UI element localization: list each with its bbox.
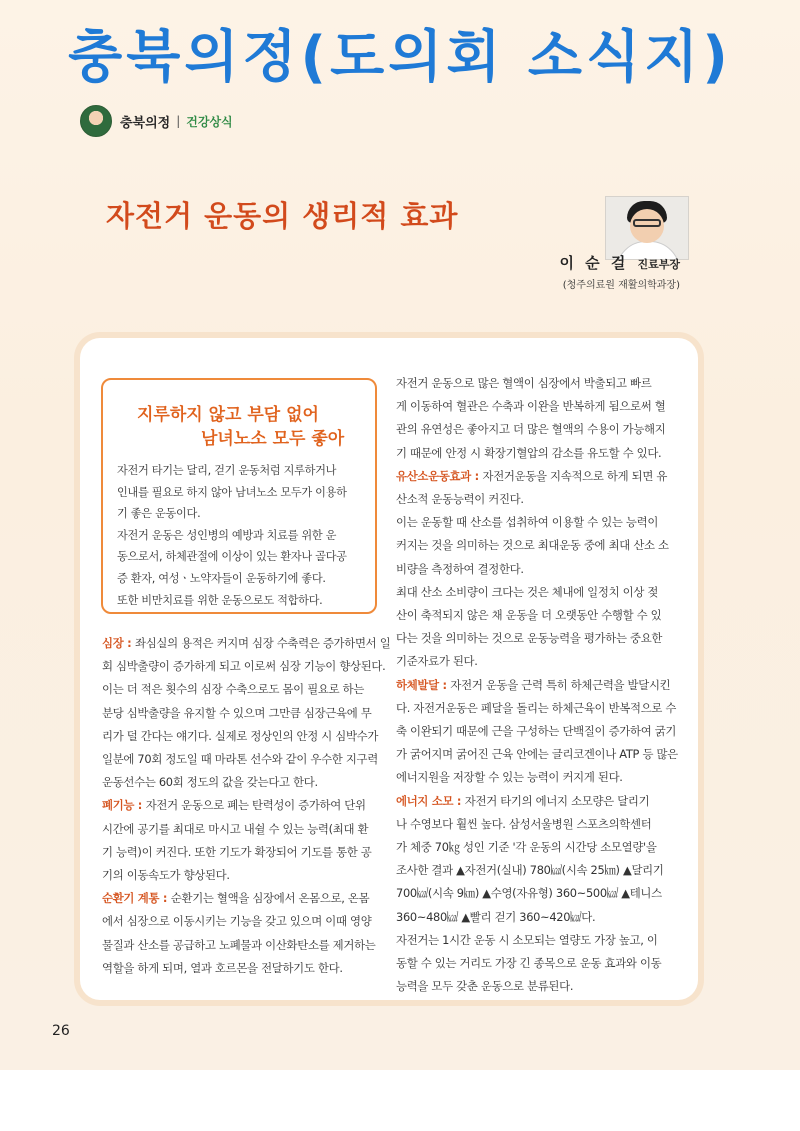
body-line: 기 능력)이 커진다. 또한 기도가 확장되어 기도를 통한 공 xyxy=(102,844,372,859)
body-line: 기 때문에 안정 시 확장기혈압의 감소를 유도할 수 있다. xyxy=(396,445,662,460)
body-line: 360~480㎉ ▲빨리 걷기 360~420㎉다. xyxy=(396,909,596,924)
body-line: 이는 운동할 때 산소를 섭취하여 이용할 수 있는 능력이 xyxy=(396,515,659,530)
callout-line: 기 좋은 운동이다. xyxy=(117,507,201,521)
body-line: 회 심박출량이 증가하게 되고 이로써 심장 기능이 향상된다. xyxy=(102,659,386,674)
body-line: 가 체중 70㎏ 성인 기준 '각 운동의 시간당 소모열량'을 xyxy=(396,840,657,855)
section-separator: | xyxy=(176,114,181,128)
callout-line: 인내를 필요로 하지 않아 남녀노소 모두가 이용하 xyxy=(117,485,347,499)
body-line: 다는 것을 의미하는 것으로 운동능력을 평가하는 중요한 xyxy=(396,631,663,646)
body-line: 비량을 측정하여 결정한다. xyxy=(396,561,524,576)
body-line: 자전거는 1시간 운동 시 소모되는 열량도 가장 높고, 이 xyxy=(396,932,658,947)
author-role: 진료부장 xyxy=(637,258,680,271)
body-line: 일분에 70회 정도일 때 마라톤 선수와 같이 우수한 지구력 xyxy=(102,752,378,767)
body-line: 능력을 모두 갖춘 운동으로 분류된다. xyxy=(396,979,574,994)
body-line: 에서 심장으로 이동시키는 기능을 갖고 있으며 이때 영양 xyxy=(102,914,372,929)
body-line: 나 수영보다 훨씬 높다. 삼성서울병원 스포츠의학센터 xyxy=(396,816,652,831)
body-line: 700㎉(시속 9㎞) ▲수영(자유형) 360~500㎉ ▲테니스 xyxy=(396,886,662,901)
body-line: 유산소운동효과 : 자전거운동을 지속적으로 하게 되면 유 xyxy=(396,468,668,483)
body-line: 커지는 것을 의미하는 것으로 최대운동 중에 최대 산소 소 xyxy=(396,538,669,553)
callout-line: 자전거 타기는 달리, 걷기 운동처럼 지루하거나 xyxy=(117,464,337,477)
subsection-name: 건강상식 xyxy=(186,114,233,129)
section-bar xyxy=(80,106,233,136)
body-line: 자전거 운동으로 많은 혈액이 심장에서 박출되고 빠르 xyxy=(396,376,652,390)
page-number: 26 xyxy=(52,1023,70,1039)
author-affiliation: (청주의료원 재활의학과장) xyxy=(562,280,680,291)
body-line: 산소적 운동능력이 커진다. xyxy=(396,492,524,507)
right-column xyxy=(396,372,686,998)
body-line: 동할 수 있는 거리도 가장 긴 종목으로 운동 효과와 이동 xyxy=(396,956,662,971)
body-line: 산이 축적되지 않은 채 운동을 더 오랫동안 수행할 수 있 xyxy=(396,608,662,623)
callout-line: 자전거 운동은 성인병의 예방과 치료를 위한 운 xyxy=(117,528,337,542)
author-name: 이 순 걸 xyxy=(559,254,629,272)
body-line: 에너지원을 저장할 수 있는 능력이 커지게 된다. xyxy=(396,770,623,785)
body-line: 운동선수는 60회 정도의 값을 갖는다고 한다. xyxy=(102,775,318,790)
callout-heading-line1: 지루하지 않고 부담 없어 xyxy=(137,405,319,425)
body-line: 다. 자전거운동은 페달을 돌리는 하체근육이 반복적으로 수 xyxy=(396,700,677,715)
body-line: 심장 : 좌심실의 용적은 커지며 심장 수축력은 증가하면서 일 xyxy=(102,636,391,650)
body-line: 최대 산소 소비량이 크다는 것은 체내에 일정치 이상 젖 xyxy=(396,584,659,599)
body-line: 관의 유연성은 좋아지고 더 많은 혈액의 수용이 가능해지 xyxy=(396,422,666,437)
body-line: 기의 이동속도가 향상된다. xyxy=(102,868,230,883)
body-line: 하체발달 : 자전거 운동을 근력 특히 하체근력을 발달시킨 xyxy=(396,677,671,692)
body-line: 게 이동하여 혈관은 수축과 이완을 반복하게 됨으로써 혈 xyxy=(396,399,666,414)
callout-box xyxy=(101,378,377,614)
callout-line: 증 환자, 여성ㆍ노약자들이 운동하기에 좋다. xyxy=(117,571,326,585)
body-line: 이는 더 적은 횟수의 심장 수축으로도 몸이 필요로 하는 xyxy=(102,682,365,697)
body-line: 축 이완되기 때문에 근을 구성하는 단백질이 증가하여 굵기 xyxy=(396,724,677,739)
body-line: 폐기능 : 자전거 운동으로 폐는 탄력성이 증가하여 단위 xyxy=(102,798,366,813)
body-line: 리가 덜 간다는 얘기다. 실제로 정상인의 안정 시 심박수가 xyxy=(102,728,379,743)
body-line: 기준자료가 된다. xyxy=(396,654,478,669)
body-line: 조사한 결과 ▲자전거(실내) 780㎉(시속 25㎞) ▲달리기 xyxy=(396,863,664,878)
callout-body xyxy=(117,460,367,611)
left-column xyxy=(102,632,391,980)
section-name: 충북의정 xyxy=(120,115,171,131)
body-line: 분당 심박출량을 유지할 수 있으며 그만큼 심장근육에 무 xyxy=(102,705,372,720)
body-line: 시간에 공기를 최대로 마시고 내쉴 수 있는 능력(최대 환 xyxy=(102,821,369,836)
section-avatar-icon xyxy=(80,105,112,137)
body-line: 역할을 하게 되며, 열과 호르몬을 전달하기도 한다. xyxy=(102,960,343,975)
author-photo xyxy=(605,196,689,260)
body-line: 순환기 계통 : 순환기는 혈액을 심장에서 온몸으로, 온몸 xyxy=(102,891,370,906)
body-line: 가 굵어지며 굵어진 근육 안에는 글리코겐이나 ATP 등 많은 xyxy=(396,747,678,762)
article-title: 자전거 운동의 생리적 효과 xyxy=(106,199,459,233)
body-line: 물질과 산소를 공급하고 노폐물과 이산화탄소를 제거하는 xyxy=(102,937,376,952)
author-byline xyxy=(559,252,680,291)
callout-line: 동으로서, 하체관절에 이상이 있는 환자나 골다공 xyxy=(117,550,347,564)
body-line: 에너지 소모 : 자전거 타기의 에너지 소모량은 달리기 xyxy=(396,793,650,808)
masthead-title: 충북의정(도의회 소식지) xyxy=(68,25,732,90)
callout-line: 또한 비만치료를 위한 운동으로도 적합하다. xyxy=(117,593,323,607)
callout-heading-line2: 남녀노소 모두 좋아 xyxy=(201,429,345,449)
